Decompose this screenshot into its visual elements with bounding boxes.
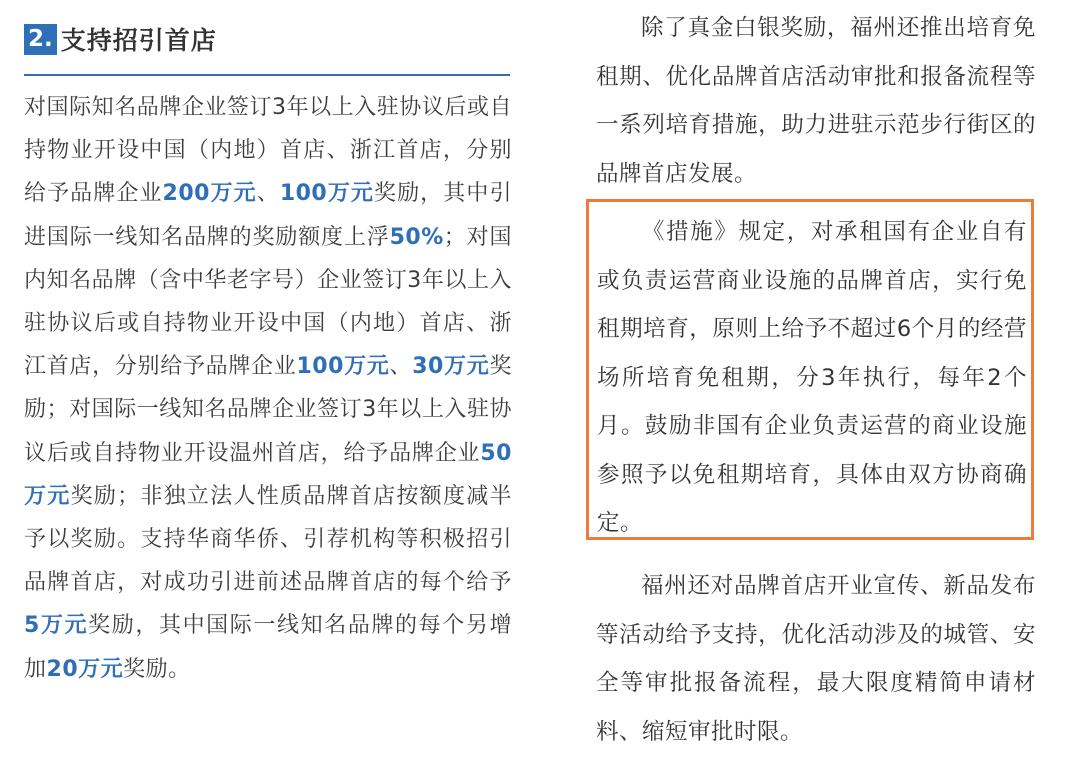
highlight-box: [586, 199, 1034, 540]
paragraph-text: 奖励；非独立法人性质品牌首店按额度减半予以奖励。支持华商华侨、引荐机构等积极招引品牌首店，对成功引进前述品牌首店的每个给予: [24, 483, 512, 596]
paragraph-text: ；对国内知名品牌（含中华老字号）企业签订3年以上入驻协议后或自持物业开设中国（内地）首店、浙江首店，分别给予品牌企业: [24, 224, 512, 380]
highlight-amount: 100万元: [279, 181, 374, 207]
paragraph-text: 、: [256, 181, 280, 207]
section-title: 支持招引首店: [60, 26, 217, 55]
highlight-amount: 200万元: [162, 181, 257, 207]
right-paragraph-3: 福州还对品牌首店开业宣传、新品发布等活动给予支持，优化活动涉及的城管、安全等审批报备流程，最大限度精简申请材料、缩短审批时限。: [596, 573, 1036, 745]
paragraph-text: 、: [389, 354, 413, 380]
paragraph-text: 奖励。: [123, 656, 191, 682]
highlight-amount: 20万元: [46, 656, 124, 682]
paragraph-text: 奖励；对国际一线知名品牌企业签订3年以上入驻协议后或自持物业开设温州首店，给予品牌企业: [24, 354, 512, 466]
paragraph-text: 奖励，其中国际一线知名品牌的每个另增加: [24, 613, 512, 682]
left-paragraph: [24, 86, 512, 691]
paragraph-text: 奖励，其中引进国际一线知名品牌的奖励额度上浮: [24, 181, 512, 250]
section-number-badge: 2.: [24, 24, 57, 55]
right-paragraph-1: 除了真金白银奖励，福州还推出培育免租期、优化品牌首店活动审批和报备流程等一系列培育措施，助力进驻示范步行街区的品牌首店发展。: [596, 15, 1036, 187]
heading-divider: [24, 74, 510, 76]
highlight-amount: 50%: [389, 224, 444, 250]
highlight-amount: 5万元: [24, 613, 89, 639]
section-heading: [24, 18, 512, 60]
right-paragraph-2: 《措施》规定，对承租国有企业自有或负责运营商业设施的品牌首店，实行免租期培育，原则上给予不超过6个月的经营场所培育免租期，分3年执行，每年2个月。鼓励非国有企业负责运营的商业设施参照予以免租期培育，具体由双方协商确定。: [597, 219, 1027, 536]
highlight-amount: 50万元: [24, 440, 512, 509]
paragraph-text: 对国际知名品牌企业签订3年以上入驻协议后或自持物业开设中国（内地）首店、浙江首店，分别给予品牌企业: [24, 95, 512, 207]
highlight-amount: 30万元: [412, 354, 490, 380]
highlight-amount: 100万元: [296, 354, 390, 380]
left-column: [24, 18, 512, 691]
